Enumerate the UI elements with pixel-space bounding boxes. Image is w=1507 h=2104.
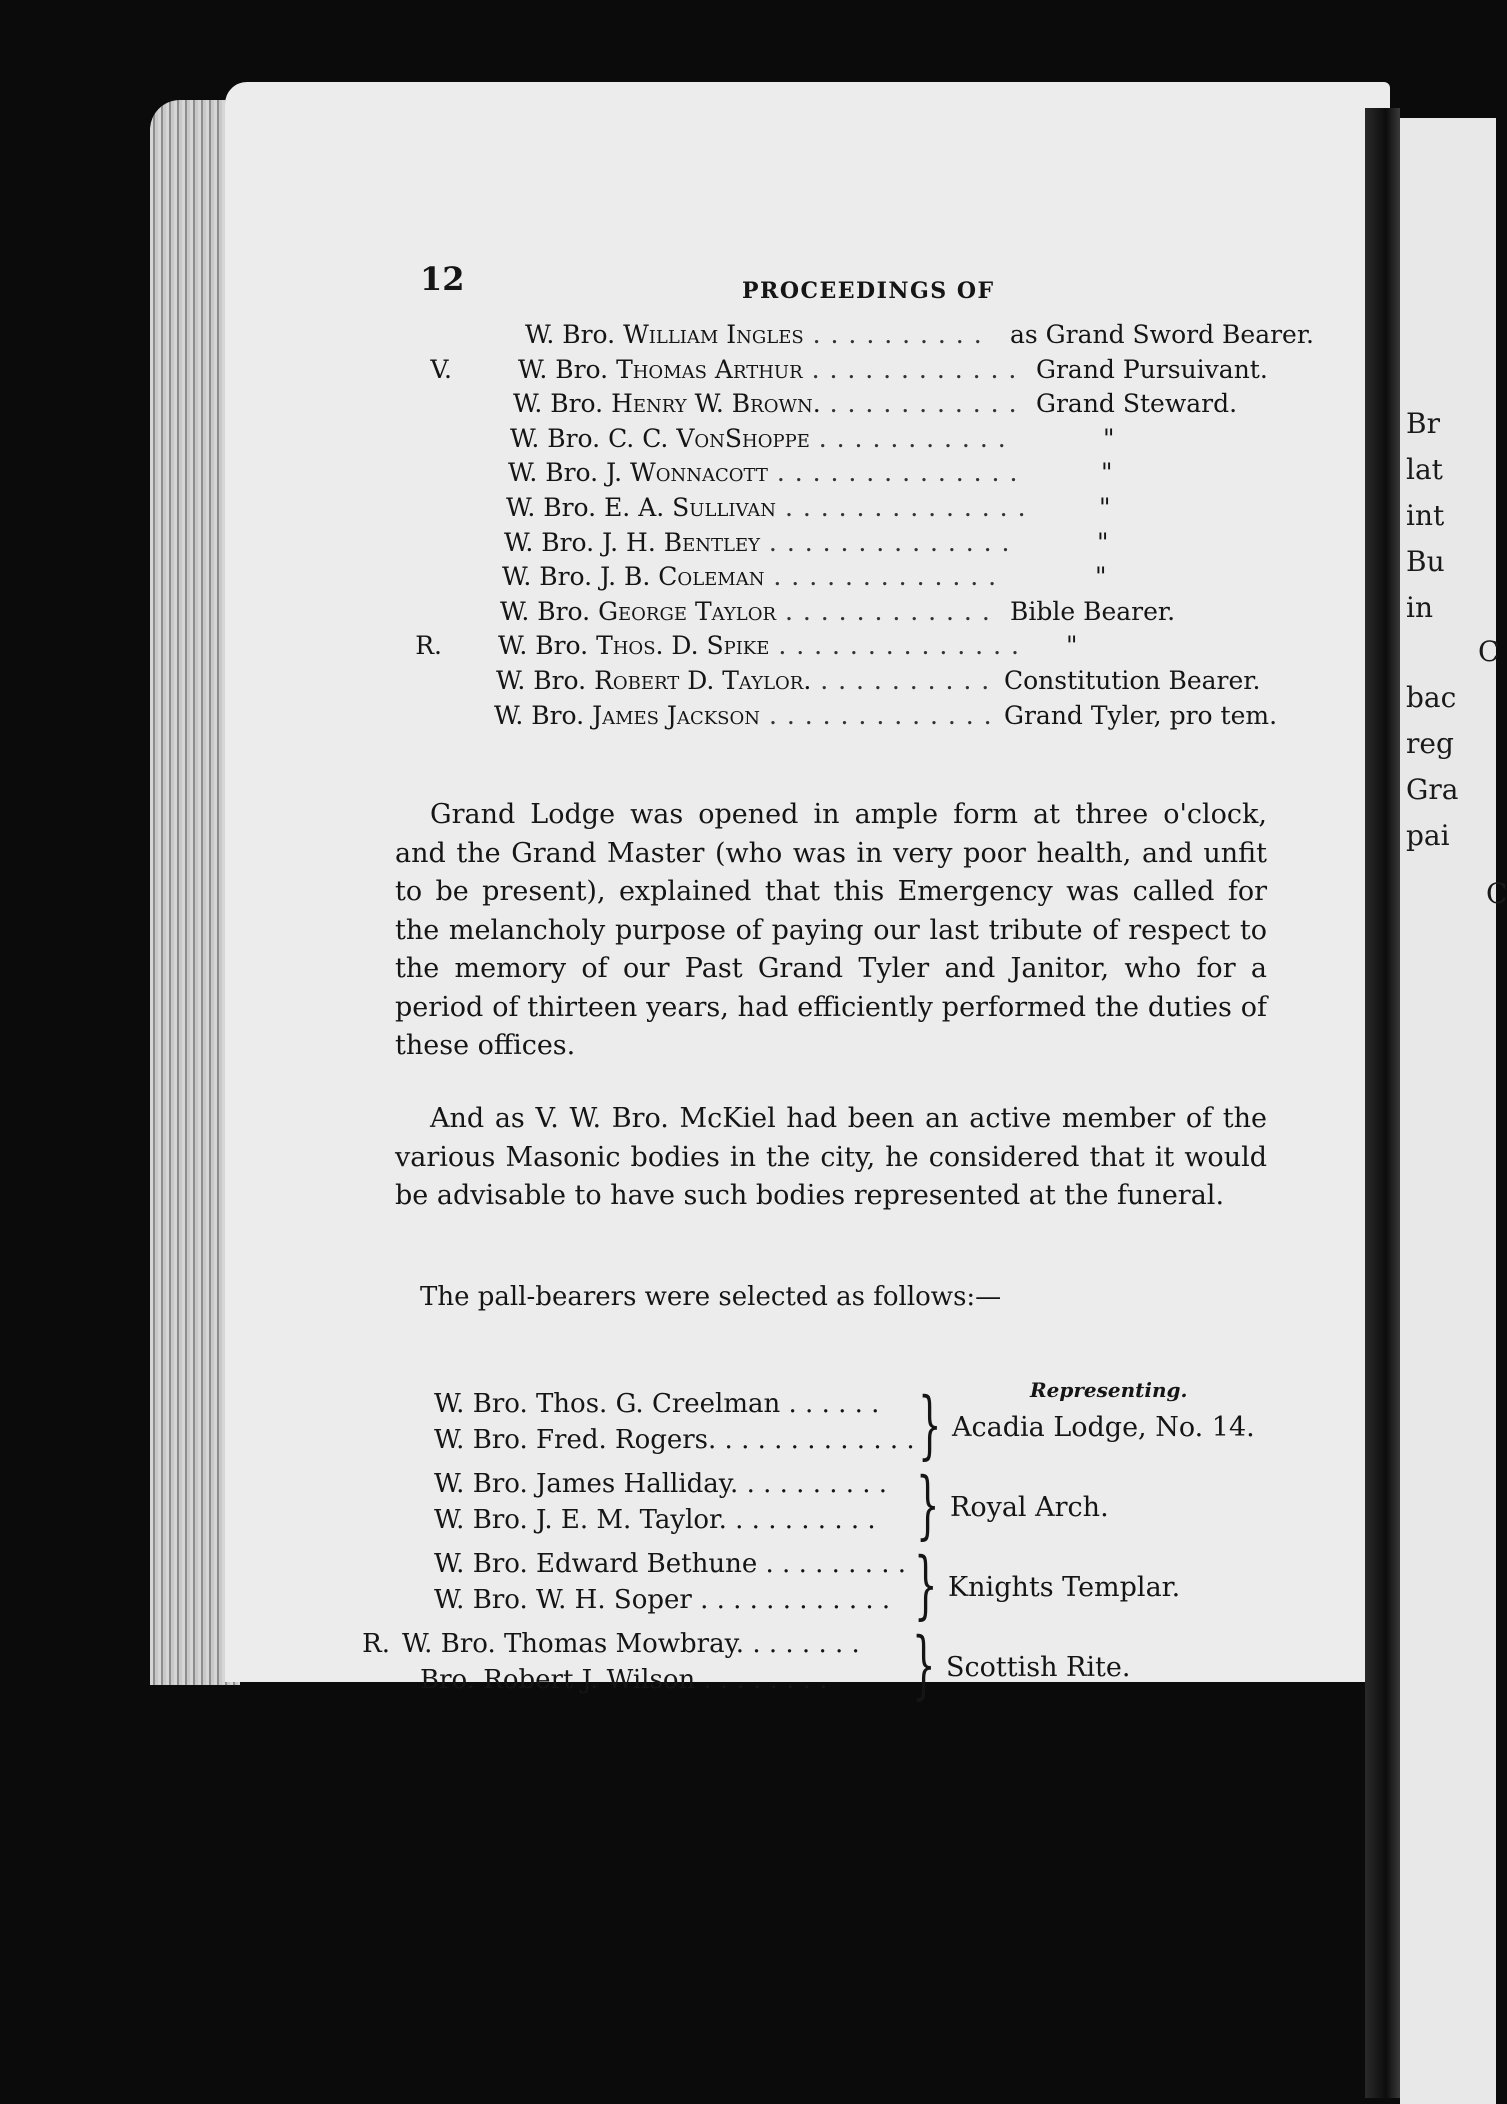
officer-office: Grand Tyler, pro tem. <box>1004 700 1278 730</box>
pallbearer-name: W. Bro. J. E. M. Taylor. . . . . . . . . . <box>434 1505 876 1535</box>
body-paragraph-opening: Grand Lodge was opened in ample form at three o'clock, and the Grand Master (who was in very poor health, and unfit to be present), explained that this Emergency was called for the melancholy purpose of paying our last tribute of respect to the memory of our Past Grand Tyler and Janitor, who for a period of thirteen years, had efficiently performed the duties of these offices. <box>395 799 1267 1061</box>
officer-entry <box>525 318 983 352</box>
ditto-mark: " <box>1066 631 1078 661</box>
pallbearer-line <box>390 1386 879 1422</box>
represented-body: Acadia Lodge, No. 14. <box>952 1412 1255 1443</box>
officer-entry <box>494 699 993 733</box>
brace-mark: } <box>912 1622 936 1708</box>
officer-entry <box>506 491 1027 525</box>
brace-mark: } <box>918 1382 942 1468</box>
facing-page-fragment: in <box>1406 591 1433 624</box>
facing-page-fragment: reg <box>1406 727 1454 760</box>
brace-mark: } <box>914 1542 938 1628</box>
ditto-mark: " <box>1097 527 1109 557</box>
running-head: PROCEEDINGS OF <box>742 278 995 304</box>
officer-entry <box>496 664 990 698</box>
facing-page-fragment: bac <box>1406 681 1457 714</box>
officer-row <box>446 491 1260 526</box>
pallbearer-name: W. Bro. Thomas Mowbray. . . . . . . . <box>402 1629 860 1659</box>
page-number: 12 <box>420 260 465 298</box>
pallbearer-name: W. Bro. Thos. G. Creelman . . . . . . <box>434 1389 880 1419</box>
officer-name: Robert D. Taylor. <box>594 665 812 695</box>
leader-dots: . . . . . . . . . . <box>811 665 991 695</box>
officer-office: Constitution Bearer. <box>1004 665 1261 695</box>
officer-row <box>430 353 1268 388</box>
officer-prefix: W. Bro. <box>525 320 616 349</box>
pallbearer-group <box>390 1462 1290 1548</box>
pallbearer-name: Bro. Robert J. Wilson . . . . . . . . <box>420 1665 828 1695</box>
officer-row <box>448 456 1260 491</box>
officer-row <box>453 387 1260 422</box>
officer-row <box>440 595 1260 630</box>
officer-prefix: W. Bro. <box>502 562 593 592</box>
officer-prefix: W. Bro. <box>504 527 595 557</box>
facing-page-fragment: C <box>1478 635 1500 668</box>
officer-name: Henry W. Brown. <box>611 389 821 419</box>
representing-label: Representing. <box>1030 1378 1188 1402</box>
facing-page <box>1400 118 1507 2104</box>
leader-dots: . . . . . . . . . . . . . . <box>759 527 1011 557</box>
book-gutter <box>1365 108 1400 2098</box>
officer-rank: R. <box>415 631 442 661</box>
officer-name: C. C. VonShoppe <box>608 423 810 453</box>
officer-name: E. A. Sullivan <box>604 492 776 522</box>
officer-prefix: W. Bro. <box>518 354 609 384</box>
officer-prefix: W. Bro. <box>500 596 591 626</box>
officer-rank: V. <box>430 354 452 384</box>
officer-name: J. H. Bentley <box>602 527 760 557</box>
officer-entry <box>518 353 1017 387</box>
pallbearer-group <box>362 1622 1290 1708</box>
pallbearer-name: W. Bro. Edward Bethune . . . . . . . . . <box>434 1549 907 1579</box>
ditto-mark: " <box>1099 492 1111 522</box>
officer-row <box>442 560 1260 595</box>
pallbearer-name: W. Bro. Fred. Rogers. . . . . . . . . . . . . <box>434 1425 915 1455</box>
pallbearer-group <box>390 1382 1290 1468</box>
facing-page-fragment: pai <box>1406 819 1450 852</box>
facing-page-fragment: Bu <box>1406 545 1445 578</box>
officer-entry <box>502 560 997 594</box>
officer-prefix: W. Bro. <box>496 665 587 695</box>
officer-office: Bible Bearer. <box>1010 596 1176 626</box>
pallbearer-name: W. Bro. W. H. Soper . . . . . . . . . . . . <box>434 1585 891 1615</box>
pallbearer-rank: R. <box>362 1629 390 1659</box>
officer-row <box>434 699 1278 734</box>
officer-name: George Taylor <box>598 596 777 626</box>
leader-dots: . . . . . . . . . . . . <box>802 354 1018 384</box>
officer-office: Grand Pursuivant. <box>1036 354 1268 384</box>
leader-dots: . . . . . . . . . . . . . <box>760 700 993 730</box>
pallbearers-intro: The pall-bearers were selected as follows:— <box>420 1282 1002 1312</box>
body-paragraph-funeral: And as V. W. Bro. McKiel had been an active member of the various Masonic bodies in the city, he considered that it would be advisable to have such bodies represented at the funeral. <box>395 1103 1267 1211</box>
officer-prefix: W. Bro. <box>510 423 601 453</box>
leader-dots: . . . . . . . . . . . <box>809 423 1007 453</box>
leader-dots: . . . . . . . . . . . . . . <box>767 458 1019 488</box>
pallbearer-line <box>390 1466 887 1502</box>
facing-page-fragment: Gra <box>1406 773 1459 806</box>
brace-mark: } <box>916 1462 940 1548</box>
represented-body: Royal Arch. <box>950 1492 1109 1523</box>
represented-body: Scottish Rite. <box>946 1652 1131 1683</box>
officer-row <box>415 629 1260 664</box>
facing-page-fragment: lat <box>1406 453 1443 486</box>
facing-page-fragment: int <box>1406 499 1445 532</box>
officer-prefix: W. Bro. <box>508 458 599 488</box>
officer-row <box>436 664 1260 699</box>
facing-page-fragment: Br <box>1406 407 1440 440</box>
officer-row <box>465 318 1315 353</box>
officer-entry <box>500 595 991 629</box>
leader-dots: . . . . . . . . . . . . <box>776 596 991 626</box>
leader-dots: . . . . . . . . . . . . . . <box>776 492 1027 522</box>
officer-entry <box>508 456 1018 490</box>
ditto-mark: " <box>1103 423 1115 453</box>
officer-name: William Ingles <box>623 320 804 349</box>
leader-dots: . . . . . . . . . . <box>803 320 983 349</box>
officer-office: as Grand Sword Bearer. <box>1010 320 1315 349</box>
pallbearer-line <box>390 1422 915 1458</box>
pallbearer-line <box>390 1582 890 1618</box>
officer-entry <box>513 387 1018 421</box>
officer-prefix: W. Bro. <box>498 631 589 661</box>
pallbearer-group <box>390 1542 1290 1628</box>
officer-office: Grand Steward. <box>1036 389 1238 419</box>
pallbearer-name: W. Bro. James Halliday. . . . . . . . . . <box>434 1469 888 1499</box>
officer-entry <box>510 422 1007 456</box>
pallbearer-line <box>390 1546 906 1582</box>
facing-page-fragment: C <box>1486 877 1507 910</box>
officer-name: J. Wonnacott <box>606 458 768 488</box>
officer-entry <box>498 629 1020 663</box>
leader-dots: . . . . . . . . . . . . . <box>764 562 998 592</box>
officers-list <box>400 318 1315 733</box>
ditto-mark: " <box>1095 562 1107 592</box>
pallbearer-line <box>420 1662 827 1698</box>
officer-prefix: W. Bro. <box>494 700 585 730</box>
officer-row <box>450 422 1260 457</box>
officer-prefix: W. Bro. <box>506 492 597 522</box>
pallbearer-line <box>390 1502 876 1538</box>
ditto-mark: " <box>1101 458 1113 488</box>
officer-row <box>444 526 1260 561</box>
officer-entry <box>504 526 1011 560</box>
leader-dots: . . . . . . . . . . . <box>820 389 1018 419</box>
officer-name: Thos. D. Spike <box>596 631 770 661</box>
pallbearer-line <box>358 1626 860 1662</box>
represented-body: Knights Templar. <box>948 1572 1181 1603</box>
officer-name: Thomas Arthur <box>616 354 803 384</box>
leader-dots: . . . . . . . . . . . . . . <box>769 631 1020 661</box>
officer-name: J. B. Coleman <box>600 562 765 592</box>
officer-name: James Jackson <box>592 700 761 730</box>
officer-prefix: W. Bro. <box>513 389 604 419</box>
